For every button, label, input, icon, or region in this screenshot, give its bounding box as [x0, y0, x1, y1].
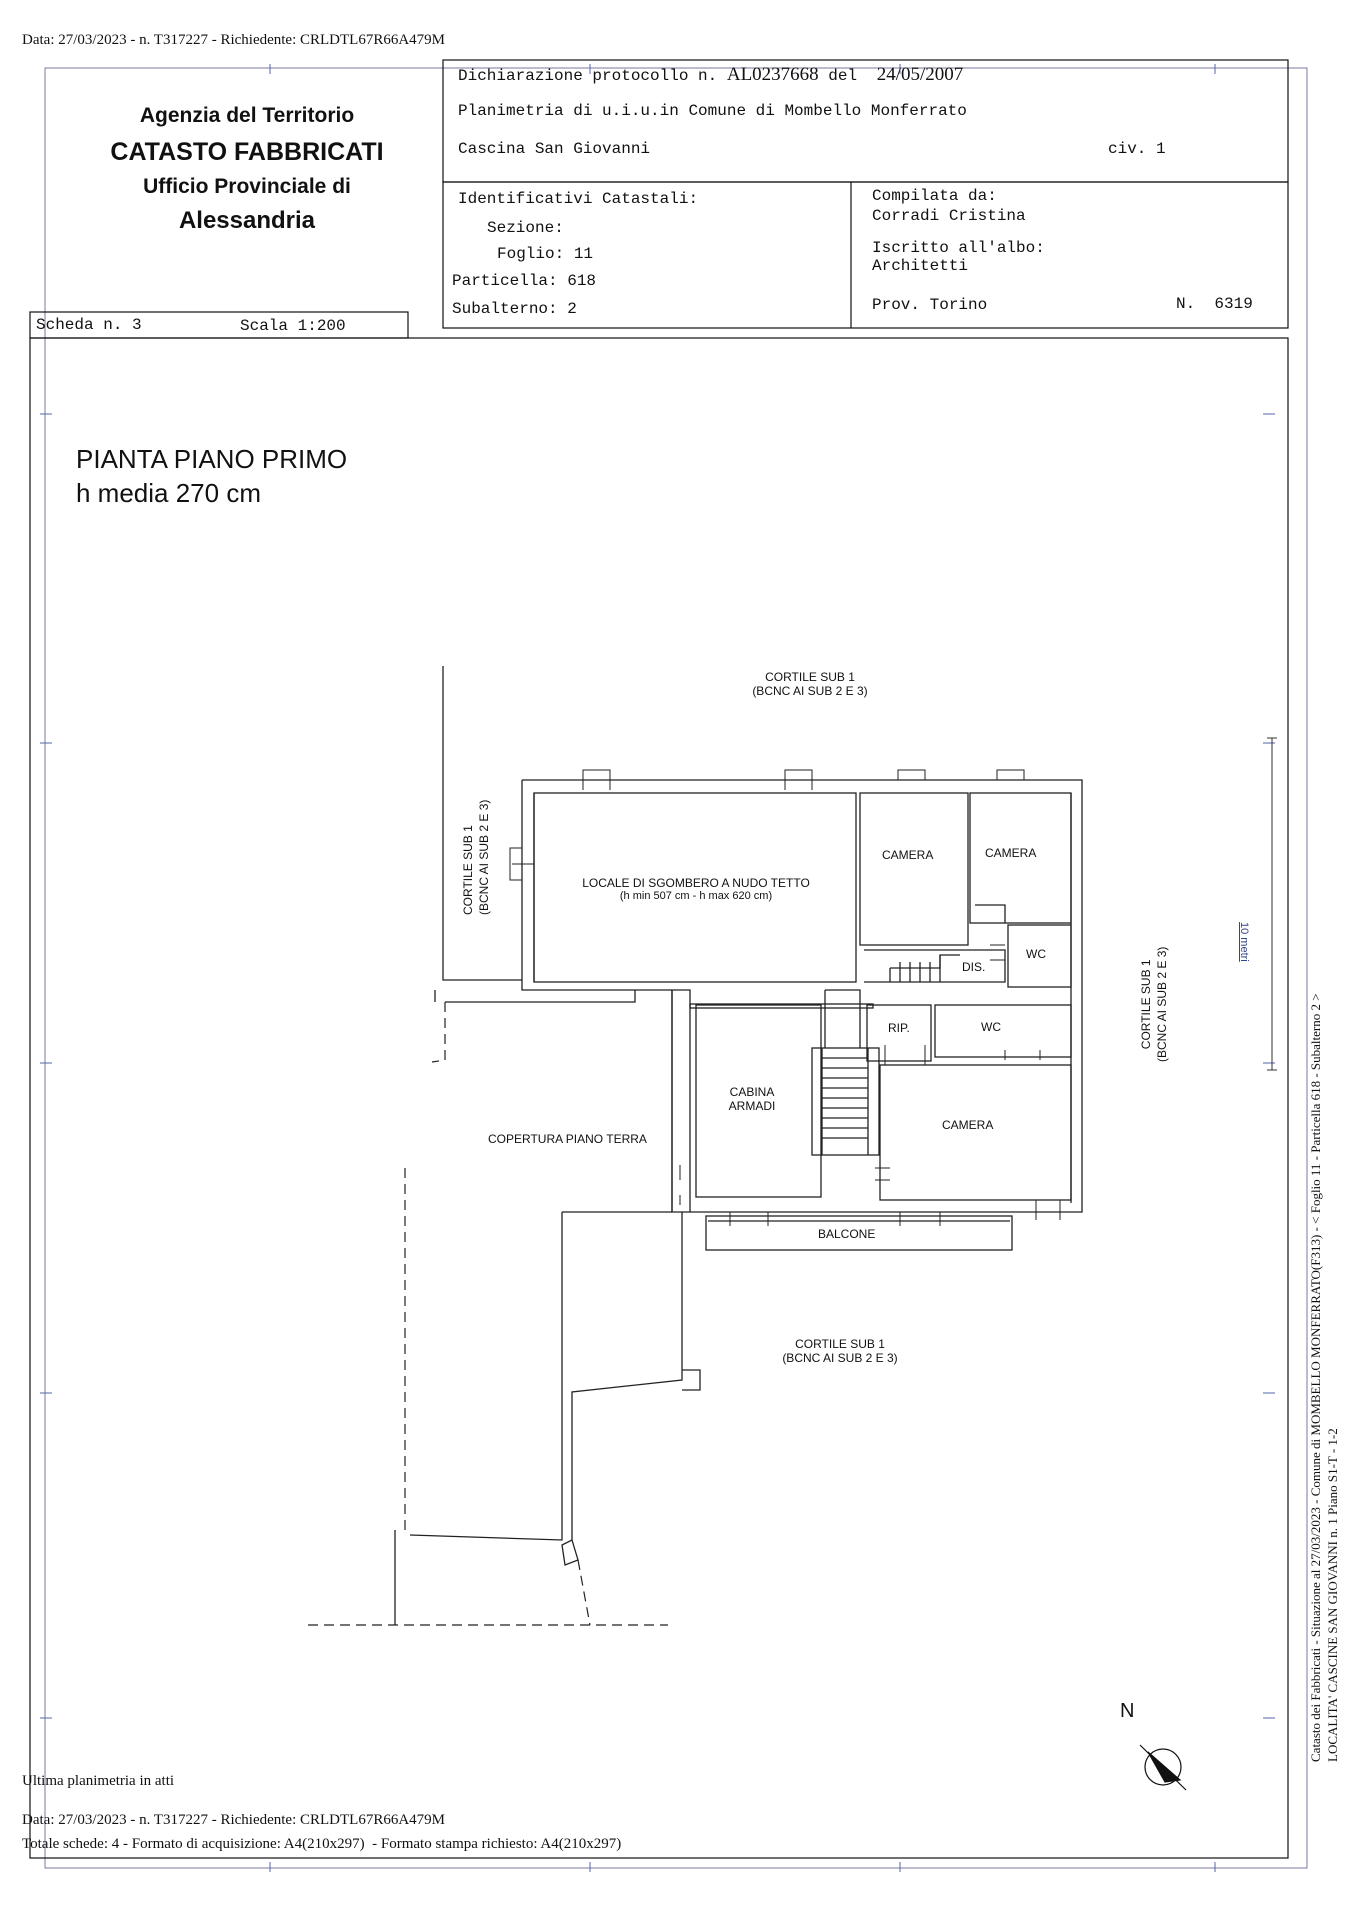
label-copertura: COPERTURA PIANO TERRA — [488, 1132, 647, 1146]
label-cortile-right — [1138, 947, 1170, 1062]
declaration-prefix: Dichiarazione protocollo n. — [458, 67, 718, 85]
compiler-name: Corradi Cristina — [872, 207, 1026, 225]
civic-number: civ. 1 — [1108, 140, 1166, 158]
albo: Architetti — [872, 257, 969, 275]
address: Cascina San Giovanni — [458, 140, 651, 158]
cabina-line2: ARMADI — [728, 1099, 776, 1113]
label-rip: RIP. — [888, 1021, 910, 1035]
label-camera-c: CAMERA — [942, 1118, 994, 1132]
plan-municipality-line: Planimetria di u.i.u.in Comune di Mombello Monferrato — [458, 102, 967, 120]
particella: Particella: 618 — [452, 272, 597, 290]
foglio: Foglio: 11 — [497, 245, 594, 263]
identifiers-title: Identificativi Catastali: — [458, 190, 699, 208]
side-caption — [1307, 993, 1341, 1762]
label-wc-a: WC — [1026, 947, 1046, 961]
label-cabina-armadi — [722, 1085, 782, 1113]
north-arrow-icon — [1140, 1745, 1186, 1790]
side-caption-line1: Catasto dei Fabbricati - Situazione al 27/03/2023 - Comune di MOMBELLO MONFERRATO(F313) - < Foglio 11 - Particella 618 - Subalterno 2 > — [1308, 993, 1323, 1762]
protocol-number: AL0237668 — [726, 64, 819, 85]
side-caption-line2: LOCALITA' CASCINE SAN GIOVANNI n. 1 Piano S1-T - 1-2 — [1325, 1428, 1340, 1762]
cortile-right-line1: CORTILE SUB 1 — [1139, 959, 1153, 1050]
scheda-number: Scheda n. 3 — [36, 316, 142, 334]
label-balcone: BALCONE — [818, 1227, 876, 1241]
label-cortile-bottom — [730, 1337, 950, 1365]
north-label: N — [1120, 1700, 1135, 1722]
agency-line1: Agenzia del Territorio — [139, 104, 355, 127]
header-request-line: Data: 27/03/2023 - n. T317227 - Richiedente: CRLDTL67R66A479M — [22, 32, 446, 48]
locale-line1: LOCALE DI SGOMBERO A NUDO TETTO — [582, 876, 810, 890]
agency-line2: CATASTO FABBRICATI — [110, 138, 384, 166]
scale-bar-label: 10 metri — [1238, 922, 1250, 962]
cortile-top-line2: (BCNC AI SUB 2 E 3) — [752, 684, 868, 698]
cortile-right-line2: (BCNC AI SUB 2 E 3) — [1155, 946, 1169, 1062]
label-dis: DIS. — [962, 960, 986, 974]
cortile-left-line2: (BCNC AI SUB 2 E 3) — [477, 799, 491, 915]
locale-line2: (h min 507 cm - h max 620 cm) — [619, 890, 773, 902]
label-wc-b: WC — [981, 1020, 1001, 1034]
label-camera-a: CAMERA — [882, 848, 934, 862]
declaration-line — [458, 64, 963, 86]
declaration-del: del — [828, 67, 858, 85]
footer-format-line: Totale schede: 4 - Formato di acquisizione: A4(210x297) - Formato stampa richiesto: A4(210x297) — [22, 1836, 622, 1852]
cortile-bottom-line1: CORTILE SUB 1 — [795, 1337, 885, 1351]
footer-request-line: Data: 27/03/2023 - n. T317227 - Richiedente: CRLDTL67R66A479M — [22, 1812, 446, 1828]
cortile-left-line1: CORTILE SUB 1 — [461, 825, 475, 915]
albo-label: Iscritto all'albo: — [872, 239, 1045, 257]
cabina-line1: CABINA — [729, 1085, 775, 1099]
footer-last-plan: Ultima planimetria in atti — [22, 1773, 175, 1789]
declaration-date: 24/05/2007 — [876, 64, 964, 85]
province: Prov. Torino — [872, 296, 988, 314]
label-camera-b: CAMERA — [985, 846, 1037, 860]
agency-line3: Ufficio Provinciale di — [143, 175, 351, 198]
cortile-bottom-line2: (BCNC AI SUB 2 E 3) — [782, 1351, 898, 1365]
label-cortile-left — [460, 800, 492, 915]
agency-line4: Alessandria — [178, 207, 316, 234]
subalterno: Subalterno: 2 — [452, 300, 577, 318]
label-locale-sgombero — [548, 876, 844, 902]
compiled-by-label: Compilata da: — [872, 187, 997, 205]
scale: Scala 1:200 — [240, 317, 346, 335]
sezione: Sezione: — [487, 219, 564, 237]
label-cortile-top — [700, 670, 920, 698]
register-number: N. 6319 — [1176, 295, 1253, 313]
cortile-top-line1: CORTILE SUB 1 — [765, 670, 855, 684]
plan-title: PIANTA PIANO PRIMO — [76, 444, 348, 474]
plan-height: h media 270 cm — [76, 478, 261, 508]
